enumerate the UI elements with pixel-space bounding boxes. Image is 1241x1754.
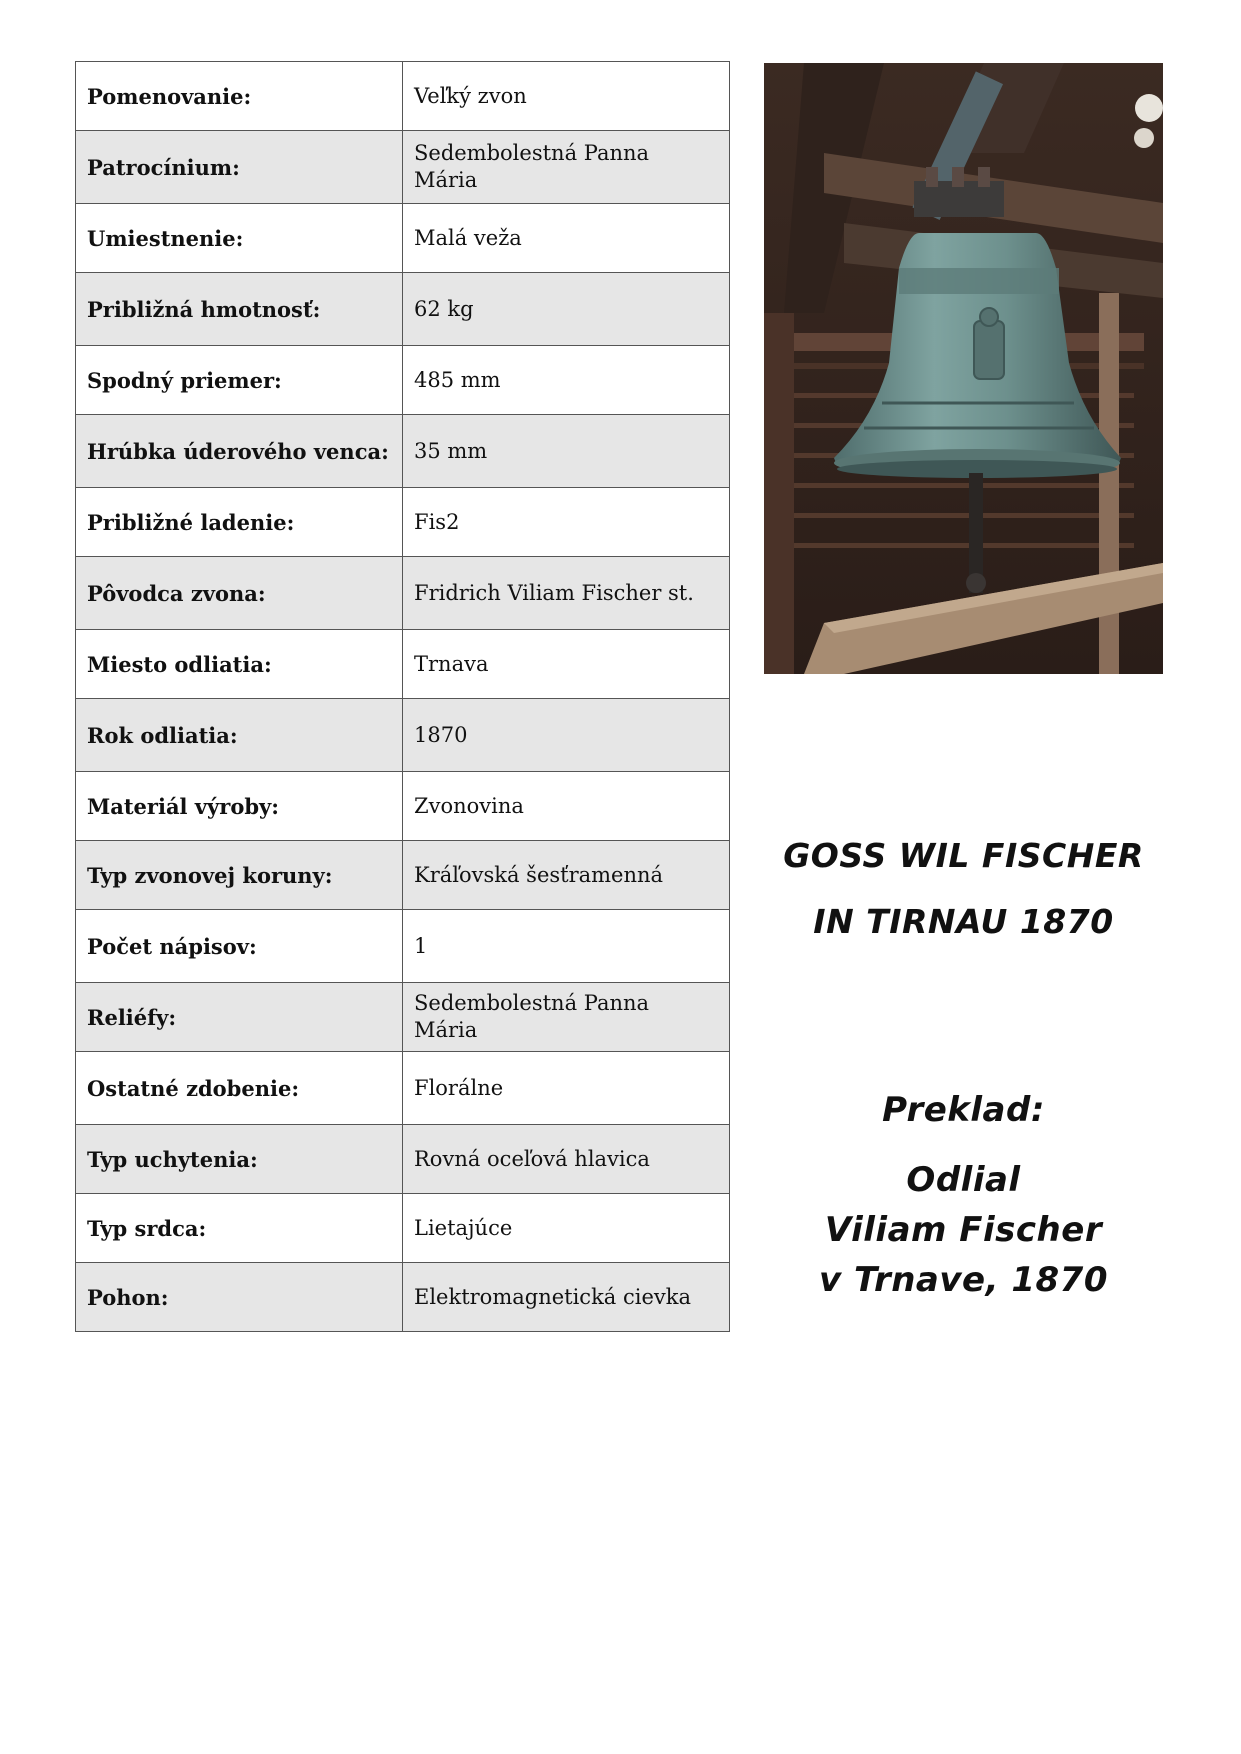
row-label: Pomenovanie: — [76, 62, 403, 131]
table-row — [76, 841, 730, 910]
row-label: Pôvodca zvona: — [76, 557, 403, 630]
row-value: Elektromagnetická cievka — [403, 1263, 730, 1332]
translation-line: Viliam Fischer — [824, 1210, 1103, 1250]
translation-line: v Trnave, 1870 — [819, 1260, 1108, 1300]
row-label: Miesto odliatia: — [76, 630, 403, 699]
table-row — [76, 1125, 730, 1194]
inscription-line: IN TIRNAU 1870 — [813, 902, 1114, 941]
row-label: Materiál výroby: — [76, 772, 403, 841]
row-value: Lietajúce — [403, 1194, 730, 1263]
row-value: Florálne — [403, 1052, 730, 1125]
table-row — [76, 346, 730, 415]
row-value: 1870 — [403, 699, 730, 772]
row-value: Zvonovina — [403, 772, 730, 841]
table-row — [76, 62, 730, 131]
translation-heading: Preklad: — [882, 1090, 1045, 1130]
row-label: Spodný priemer: — [76, 346, 403, 415]
row-label: Ostatné zdobenie: — [76, 1052, 403, 1125]
translation-line: Odlial — [906, 1160, 1021, 1200]
inscription-line: GOSS WIL FISCHER — [783, 836, 1144, 875]
table-row — [76, 557, 730, 630]
table-row — [76, 983, 730, 1052]
translation-text — [764, 1155, 1163, 1305]
table-row — [76, 415, 730, 488]
row-label: Počet nápisov: — [76, 910, 403, 983]
row-value: Kráľovská šesťramenná — [403, 841, 730, 910]
bell-inscription — [764, 823, 1163, 955]
bell-photo — [764, 63, 1163, 674]
row-label: Rok odliatia: — [76, 699, 403, 772]
row-value: Malá veža — [403, 204, 730, 273]
table-row — [76, 273, 730, 346]
table-row — [76, 1052, 730, 1125]
table-row — [76, 488, 730, 557]
row-value: Rovná oceľová hlavica — [403, 1125, 730, 1194]
row-value: Trnava — [403, 630, 730, 699]
row-label: Reliéfy: — [76, 983, 403, 1052]
row-label: Umiestnenie: — [76, 204, 403, 273]
row-label: Približné ladenie: — [76, 488, 403, 557]
row-value: Fis2 — [403, 488, 730, 557]
row-value: 1 — [403, 910, 730, 983]
table-row — [76, 699, 730, 772]
table-row — [76, 910, 730, 983]
row-label: Patrocínium: — [76, 131, 403, 204]
table-row — [76, 1263, 730, 1332]
row-value: 485 mm — [403, 346, 730, 415]
row-label: Hrúbka úderového venca: — [76, 415, 403, 488]
table-row — [76, 772, 730, 841]
bell-info-table — [75, 61, 730, 1332]
row-label: Typ srdca: — [76, 1194, 403, 1263]
row-label: Typ uchytenia: — [76, 1125, 403, 1194]
bell-illustration — [764, 63, 1163, 674]
table-row — [76, 131, 730, 204]
table-row — [76, 1194, 730, 1263]
row-label: Pohon: — [76, 1263, 403, 1332]
row-value: Sedembolestná Panna Mária — [403, 983, 730, 1052]
row-value: 35 mm — [403, 415, 730, 488]
row-label: Približná hmotnosť: — [76, 273, 403, 346]
table-row — [76, 630, 730, 699]
row-value: Fridrich Viliam Fischer st. — [403, 557, 730, 630]
table-row — [76, 204, 730, 273]
row-value: Veľký zvon — [403, 62, 730, 131]
row-value: 62 kg — [403, 273, 730, 346]
row-value: Sedembolestná Panna Mária — [403, 131, 730, 204]
row-label: Typ zvonovej koruny: — [76, 841, 403, 910]
